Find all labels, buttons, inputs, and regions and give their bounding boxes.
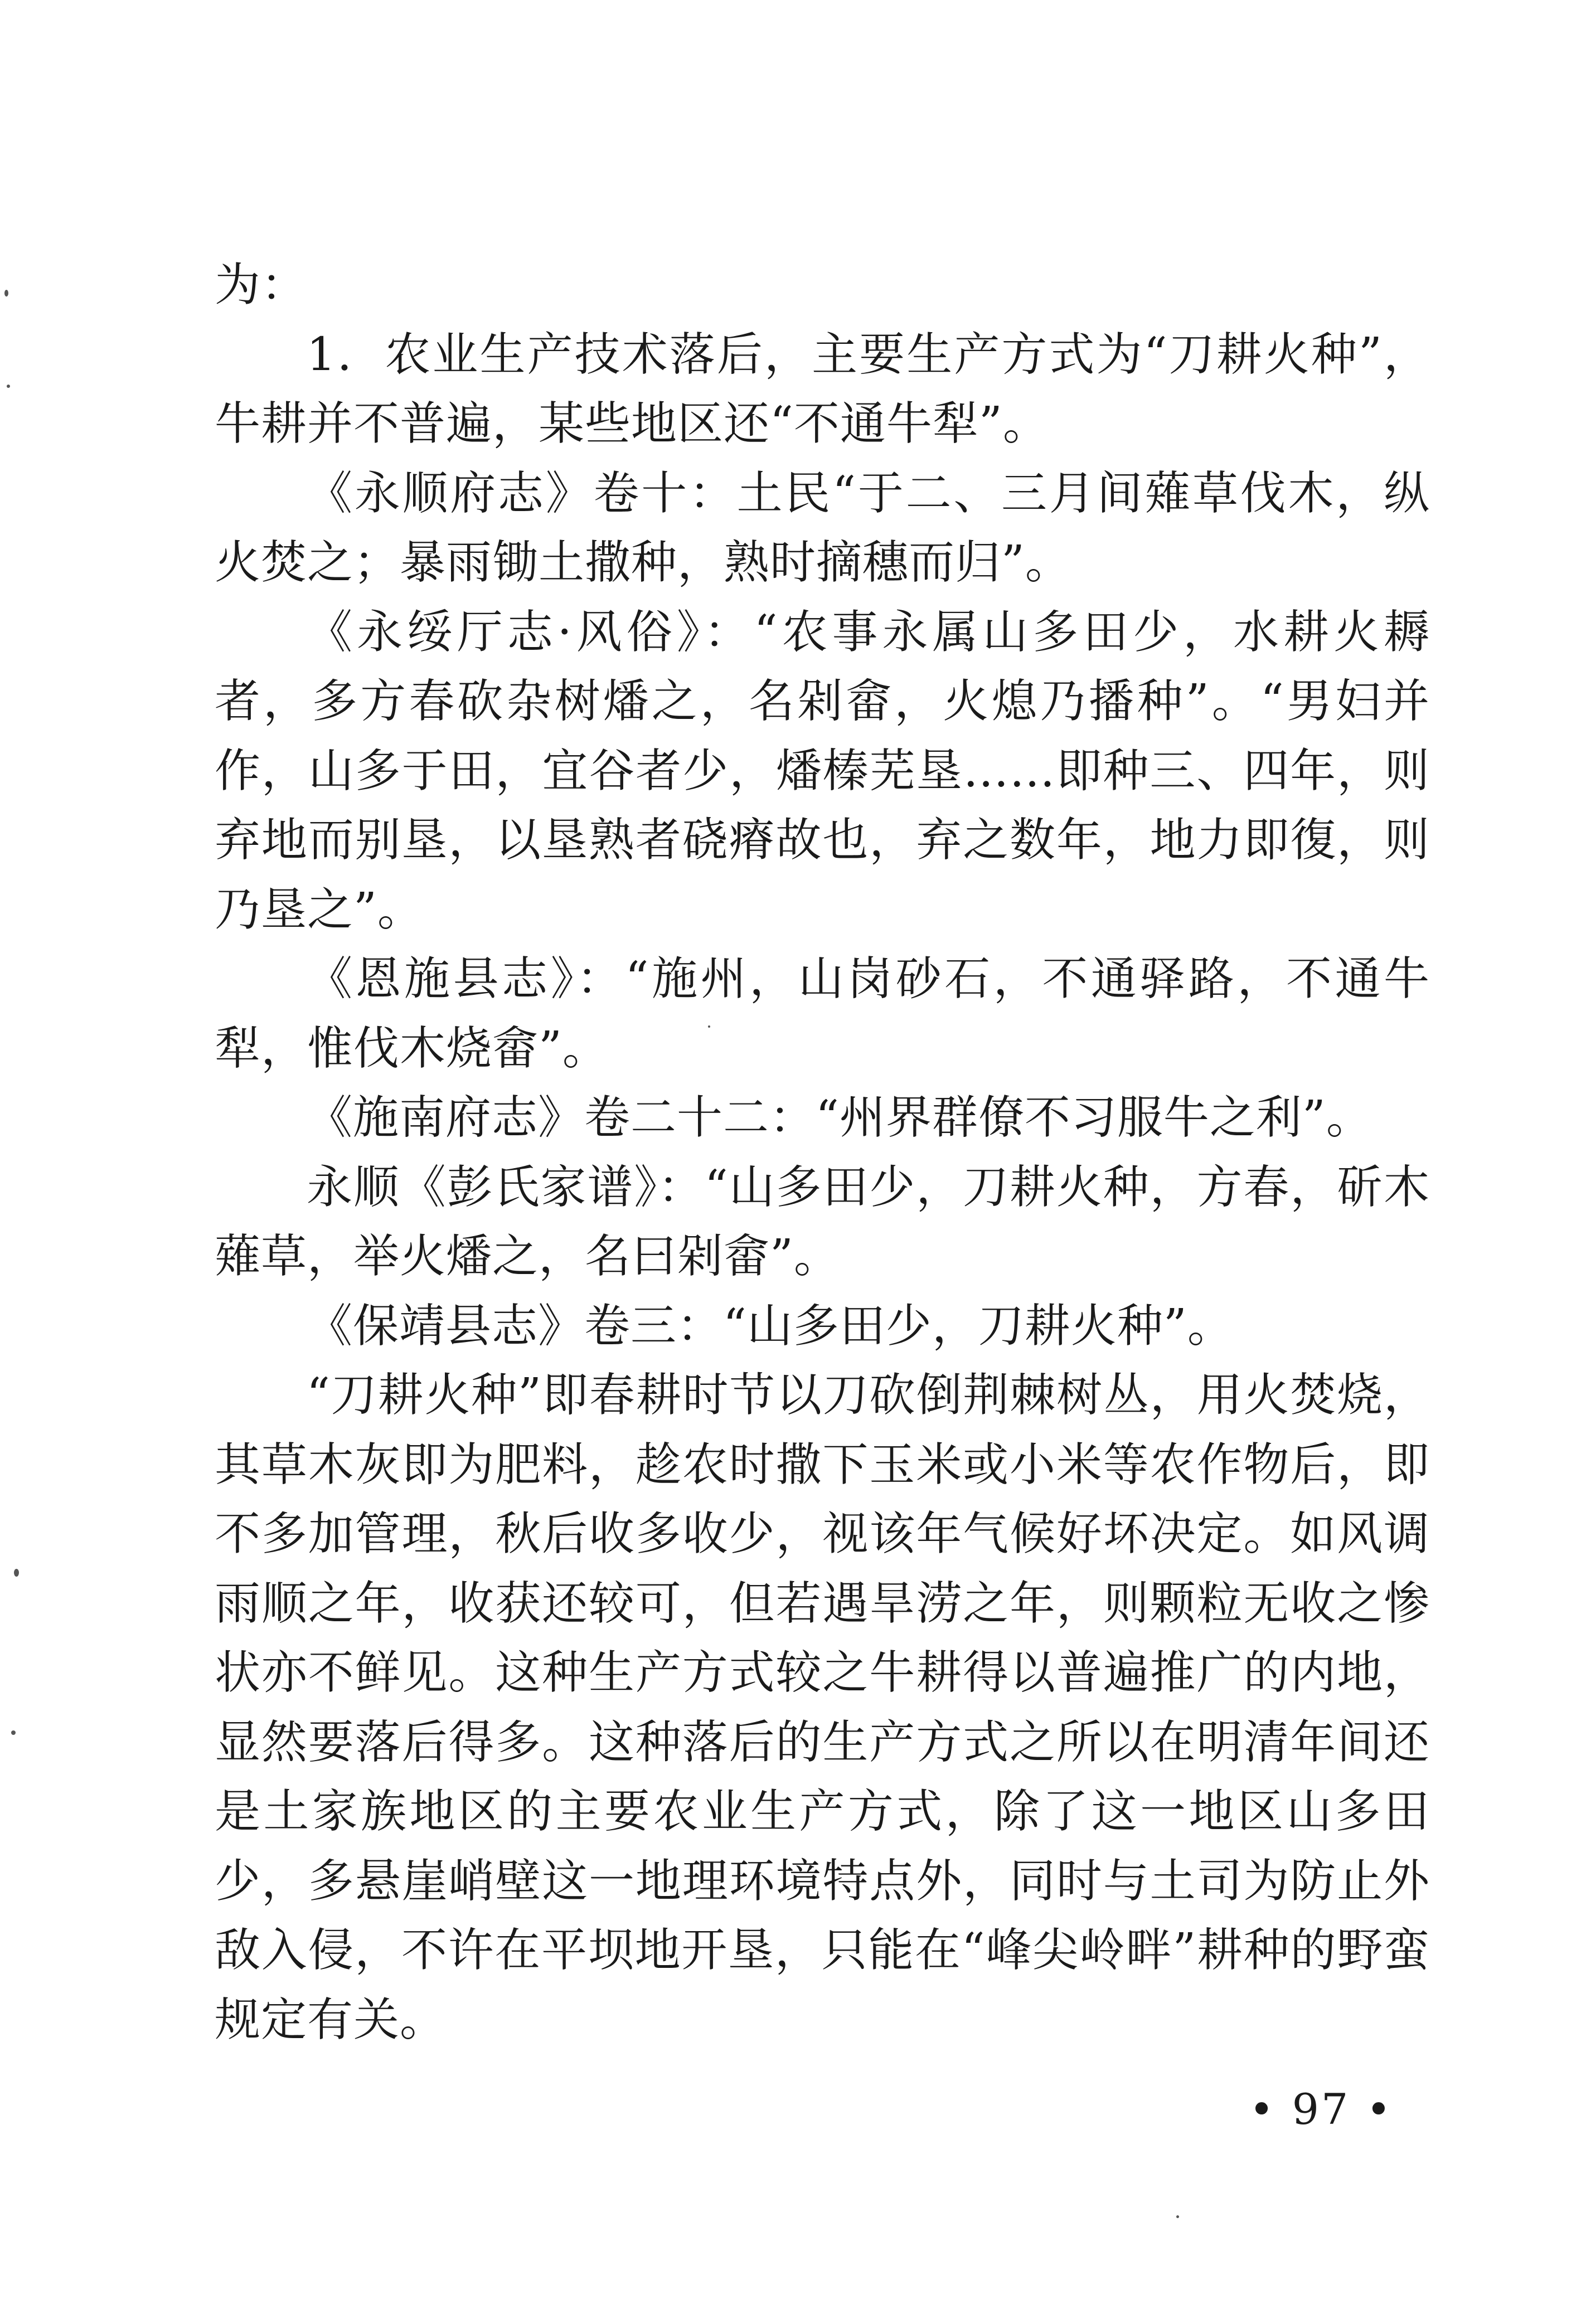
- paragraph-pengshi-jiapu: 永顺《彭氏家谱》：“山多田少，刀耕火种，方春，斫木薙草，举火燔之，名曰剁畲”。: [215, 1160, 1430, 1283]
- scan-speck: [4, 290, 8, 296]
- scan-speck: [7, 385, 10, 388]
- paragraph-baojing-xianzhi: 《保靖县志》卷三：“山多田少，刀耕火种”。: [307, 1299, 1234, 1353]
- paragraph-point-1: 1．农业生产技术落后，主要生产方式为“刀耕火种”，牛耕并不普遍，某些地区还“不通牛犁”。: [215, 328, 1430, 450]
- scan-speck: [11, 1730, 16, 1735]
- paragraph-yongshun-fuzhi: 《永顺府志》卷十：土民“于二、三月间薙草伐木，纵火焚之；暴雨锄土撒种，熟时摘穗而归”。: [215, 466, 1430, 589]
- scan-speck: [14, 1569, 19, 1577]
- page-number: • 97 •: [1249, 2084, 1394, 2134]
- body-text: [215, 251, 1430, 2055]
- paragraph-continuation: 为：: [215, 259, 308, 312]
- paragraph-enshi-xianzhi: 《恩施县志》：“施州，山岗砂石，不通驿路，不通牛犁，惟伐木烧畲”。: [215, 952, 1430, 1075]
- scan-speck: [1176, 2215, 1179, 2218]
- paragraph-shinan-fuzhi: 《施南府志》卷二十二：“州界群僚不习服牛之利”。: [307, 1091, 1372, 1144]
- scan-speck: [708, 1025, 710, 1028]
- paragraph-analysis: “刀耕火种”即春耕时节以刀砍倒荆棘树丛，用火焚烧，其草木灰即为肥料，趁农时撒下玉米或小米等农作物后，即不多加管理，秋后收多收少，视该年气候好坏决定。如风调雨顺之年，收获还较可，但若遇旱涝之年，则颗粒无收之惨状亦不鲜见。这种生产方式较之牛耕得以普遍推广的内地，显然要落后得多。这种落后的生产方式之所以在明清年间还是土家族地区的主要农业生产方式，除了这一地区山多田少，多悬崖峭壁这一地理环境特点外，同时与土司为防止外敌入侵，不许在平坝地开垦，只能在“峰尖岭畔”耕种的野蛮规定有关。: [215, 1369, 1430, 2046]
- paragraph-yongsui-tingzhi: 《永绥厅志·风俗》：“农事永属山多田少，水耕火耨者，多方春砍杂树燔之，名剁畲，火熄乃播种”。“男妇并作，山多于田，宜谷者少，燔榛芜垦……即种三、四年，则弃地而别垦，以垦熟者硗瘠故也，弃之数年，地力即復，则乃垦之”。: [215, 605, 1430, 936]
